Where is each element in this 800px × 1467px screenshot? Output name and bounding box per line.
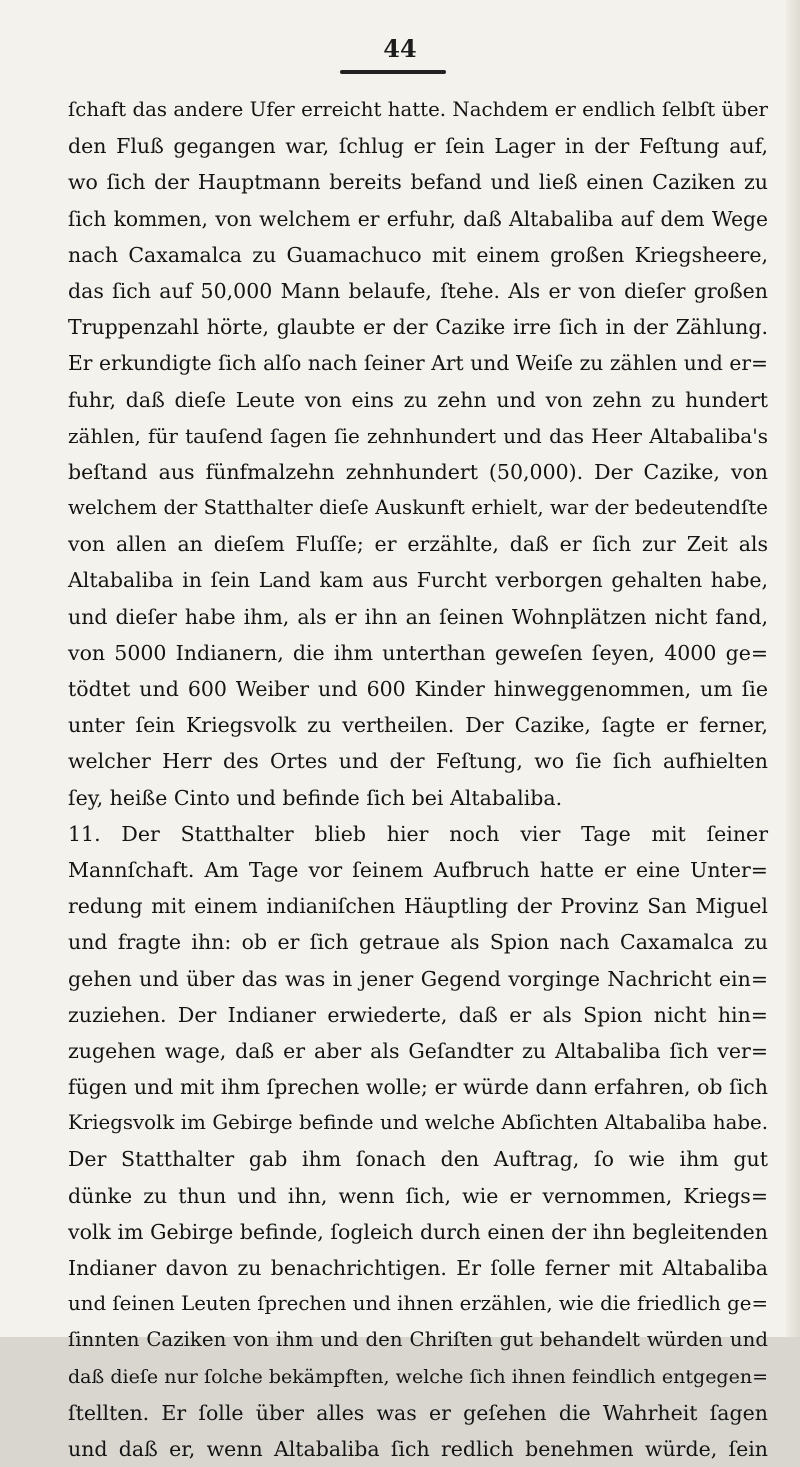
text-line: und fragte ihn: ob er ſich getraue als Spion nach Caxamalca zu bbox=[68, 930, 768, 955]
header-rule bbox=[340, 70, 446, 74]
text-line: nach Caxamalca zu Guamachuco mit einem großen Kriegsheere, bbox=[68, 242, 768, 267]
text-line: dünke zu thun und ihn, wenn ſich, wie er vernommen, Kriegs= bbox=[68, 1183, 768, 1208]
text-line: gehen und über das was in jener Gegend vorginge Nachricht ein= bbox=[68, 966, 768, 991]
text-line: welcher Herr des Ortes und der Feſtung, wo ſie ſich aufhielten bbox=[68, 749, 768, 774]
text-line: Kriegsvolk im Gebirge befinde und welche Abſichten Altabaliba habe. bbox=[68, 1111, 768, 1135]
text-line: den Fluß gegangen war, ſchlug er ſein Lager in der Feſtung auf, bbox=[68, 134, 768, 159]
text-line: und ſeinen Leuten ſprechen und ihnen erzählen, wie die friedlich ge= bbox=[68, 1292, 768, 1316]
body-text bbox=[68, 92, 768, 1467]
text-line: Mannſchaft. Am Tage vor ſeinem Aufbruch hatte er eine Unter= bbox=[68, 857, 768, 882]
text-line: beſtand aus fünfmalzehn zehnhundert (50,000). Der Cazike, von bbox=[68, 459, 768, 484]
text-line: daß dieſe nur ſolche bekämpften, welche ſich ihnen feindlich entgegen= bbox=[68, 1365, 768, 1388]
text-line: Altabaliba in ſein Land kam aus Furcht verborgen gehalten habe, bbox=[68, 568, 768, 593]
text-line: von 5000 Indianern, die ihm unterthan geweſen ſeyen, 4000 ge= bbox=[68, 640, 768, 665]
text-line: volk im Gebirge befinde, ſogleich durch einen der ihn begleitenden bbox=[68, 1219, 768, 1244]
text-line: Truppenzahl hörte, glaubte er der Cazike irre ſich in der Zählung. bbox=[68, 315, 768, 340]
text-line: ſtellten. Er ſolle über alles was er geſehen die Wahrheit ſagen bbox=[68, 1400, 768, 1425]
text-line: wo ſich der Hauptmann bereits befand und ließ einen Caziken zu bbox=[68, 170, 768, 195]
text-line: Indianer davon zu benachrichtigen. Er ſolle ferner mit Altabaliba bbox=[68, 1256, 768, 1280]
text-line: zugehen wage, daß er aber als Geſandter zu Altabaliba ſich ver= bbox=[68, 1038, 768, 1063]
text-line: unter ſein Kriegsvolk zu vertheilen. Der Cazike, ſagte er ferner, bbox=[68, 713, 768, 738]
text-line: redung mit einem indianiſchen Häuptling der Provinz San Miguel bbox=[68, 894, 768, 919]
text-line: tödtet und 600 Weiber und 600 Kinder hinweggenommen, um ſie bbox=[68, 677, 768, 701]
text-line: zuziehen. Der Indianer erwiederte, daß er als Spion nicht hin= bbox=[68, 1002, 768, 1027]
page-edge bbox=[786, 0, 800, 1337]
page-number: 44 bbox=[383, 34, 417, 63]
text-line: fügen und mit ihm ſprechen wolle; er würde dann erfahren, ob ſich bbox=[68, 1075, 768, 1100]
text-line: welchem der Statthalter dieſe Auskunft erhielt, war der bedeutendſte bbox=[68, 496, 768, 520]
text-line: das ſich auf 50,000 Mann belaufe, ſtehe. Als er von dieſer großen bbox=[68, 278, 768, 303]
text-line: ſchaft das andere Ufer erreicht hatte. Nachdem er endlich ſelbſt über bbox=[68, 98, 768, 121]
text-line: ſinnten Caziken von ihm und den Chriſten gut behandelt würden und bbox=[68, 1328, 768, 1352]
text-line: und daß er, wenn Altabaliba ſich redlich benehmen würde, ſein bbox=[68, 1436, 768, 1461]
text-line: fuhr, daß dieſe Leute von eins zu zehn und von zehn zu hundert bbox=[68, 387, 768, 412]
text-line: zählen, für tauſend ſagen ſie zehnhundert und das Heer Altabaliba's bbox=[68, 423, 768, 448]
text-line: ſey, heiße Cinto und befinde ſich bei Altabaliba. bbox=[68, 785, 563, 810]
text-line: von allen an dieſem Fluſſe; er erzählte, daß er ſich zur Zeit als bbox=[68, 532, 768, 557]
text-line: Er erkundigte ſich alſo nach ſeiner Art und Weiſe zu zählen und er= bbox=[68, 351, 768, 376]
text-line: 11. Der Statthalter blieb hier noch vier Tage mit ſeiner bbox=[68, 821, 768, 846]
text-line: ſich kommen, von welchem er erfuhr, daß Altabaliba auf dem Wege bbox=[68, 206, 768, 231]
text-line: Der Statthalter gab ihm ſonach den Auftrag, ſo wie ihm gut bbox=[68, 1147, 768, 1172]
text-line: und dieſer habe ihm, als er ihn an ſeinen Wohnplätzen nicht fand, bbox=[68, 604, 768, 629]
